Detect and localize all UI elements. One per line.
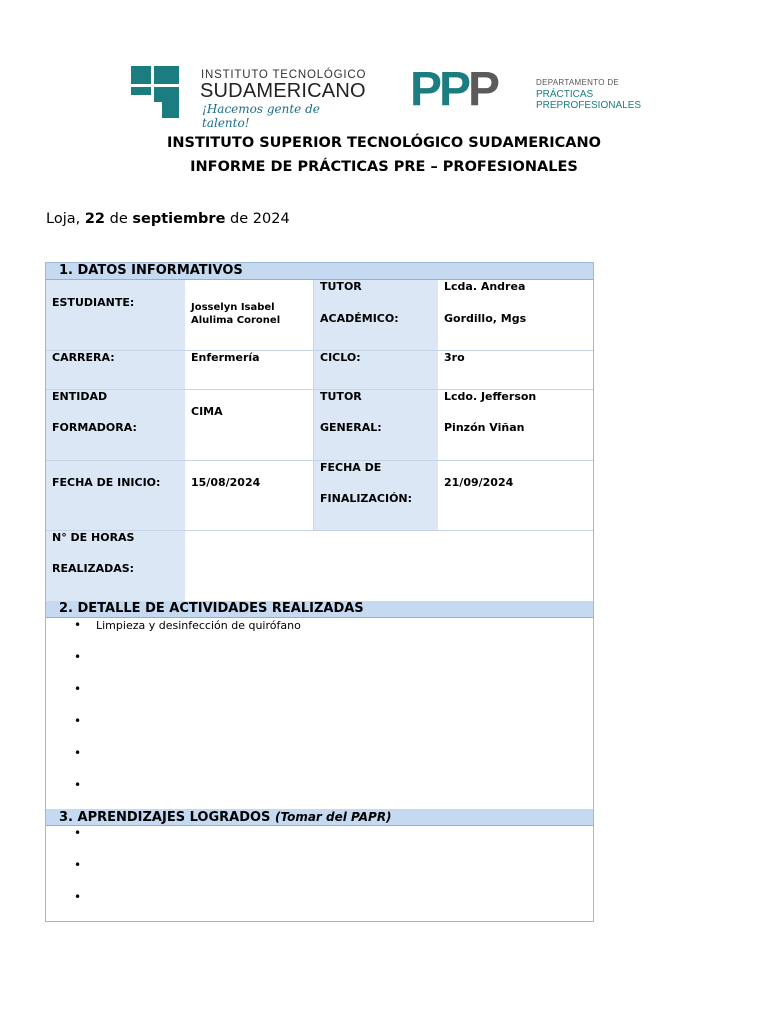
horas-value-cell — [185, 531, 593, 601]
fecha-fin-label-cell — [313, 461, 438, 530]
section3-heading-note: (Tomar del PAPR) — [274, 810, 392, 824]
report-form — [45, 262, 594, 922]
date-line — [46, 211, 290, 227]
learning-item-1 — [74, 826, 96, 840]
activity-item-5 — [74, 746, 96, 760]
horas-label-cell — [46, 531, 185, 601]
tutor-academico-value-line1: Lcda. Andrea — [444, 280, 526, 293]
bullet-icon: • — [74, 714, 82, 728]
row-entidad — [46, 390, 593, 461]
document-title: INSTITUTO SUPERIOR TECNOLÓGICO SUDAMERICANO — [167, 135, 601, 151]
ciclo-value: 3ro — [444, 351, 465, 364]
activity-item-1 — [74, 618, 301, 632]
tutor-academico-label2: ACADÉMICO: — [320, 312, 399, 325]
document-subtitle: INFORME DE PRÁCTICAS PRE – PROFESIONALES — [190, 159, 578, 175]
entidad-label1: ENTIDAD — [52, 390, 108, 403]
tutor-academico-value-line2: Gordillo, Mgs — [444, 312, 527, 325]
logo-left-tagline: ¡Hacemos gente de talento! — [202, 102, 320, 130]
ciclo-label-cell — [313, 351, 438, 389]
carrera-value-cell — [185, 351, 313, 389]
estudiante-value-cell — [185, 280, 313, 350]
estudiante-label-cell — [46, 280, 185, 350]
date-day: 22 — [84, 211, 106, 227]
activity-item-3 — [74, 682, 96, 696]
fecha-fin-value-cell — [438, 461, 593, 530]
entidad-value: CIMA — [191, 405, 223, 418]
bullet-icon: • — [74, 826, 82, 840]
entidad-label-cell — [46, 390, 185, 460]
logo-left-line1: INSTITUTO TECNOLÓGICO — [201, 69, 367, 81]
tutor-general-label-cell — [313, 390, 438, 460]
learning-item-2 — [74, 858, 96, 872]
carrera-label-cell — [46, 351, 185, 389]
activity-text-1: Limpieza y desinfección de quirófano — [96, 619, 301, 632]
tutor-general-value-line1: Lcdo. Jefferson — [444, 390, 537, 403]
ciclo-value-cell — [438, 351, 593, 389]
tutor-academico-value-cell — [438, 280, 593, 350]
activity-item-6 — [74, 778, 96, 792]
institute-logo — [131, 66, 371, 130]
fecha-inicio-value-cell — [185, 461, 313, 530]
section3-heading-text: 3. APRENDIZAJES LOGRADOS — [59, 810, 271, 825]
bullet-icon: • — [74, 858, 82, 872]
bullet-icon: • — [74, 890, 82, 904]
ciclo-label: CICLO: — [320, 351, 361, 364]
tutor-general-value-line2: Pinzón Viñan — [444, 421, 525, 434]
fecha-fin-value: 21/09/2024 — [444, 476, 514, 489]
institute-logo-icon — [131, 66, 179, 118]
ppp-logo — [410, 63, 650, 116]
date-city: Loja, — [46, 211, 81, 227]
date-month: septiembre — [132, 211, 226, 227]
ppp-acronym: PPP — [410, 63, 498, 116]
fecha-inicio-label: FECHA DE INICIO: — [52, 476, 161, 489]
entidad-label2: FORMADORA: — [52, 421, 137, 434]
tutor-general-label1: TUTOR — [320, 390, 362, 403]
section3-heading — [46, 809, 593, 826]
bullet-icon: • — [74, 650, 82, 664]
section2-heading: 2. DETALLE DE ACTIVIDADES REALIZADAS — [46, 601, 593, 618]
section1-heading: 1. DATOS INFORMATIVOS — [46, 263, 593, 280]
fecha-fin-label2: FINALIZACIÓN: — [320, 492, 413, 505]
carrera-value: Enfermería — [191, 351, 260, 364]
horas-label2: REALIZADAS: — [52, 562, 135, 575]
fecha-inicio-value: 15/08/2024 — [191, 476, 261, 489]
date-year: de 2024 — [230, 211, 290, 227]
bullet-icon: • — [74, 682, 82, 696]
tutor-academico-label-cell — [313, 280, 438, 350]
learning-item-3 — [74, 890, 96, 904]
ppp-acronym-third-letter: P — [468, 63, 498, 116]
estudiante-value-line2: Alulima Coronel — [191, 315, 281, 326]
logo-right-line1: DEPARTAMENTO DE — [536, 78, 620, 87]
horas-label1: N° DE HORAS — [52, 531, 135, 544]
tutor-general-label2: GENERAL: — [320, 421, 382, 434]
entidad-value-cell — [185, 390, 313, 460]
tutor-general-value-cell — [438, 390, 593, 460]
row-fechas — [46, 461, 593, 531]
logo-right-line3: PREPROFESIONALES — [536, 100, 642, 111]
carrera-label: CARRERA: — [52, 351, 115, 364]
row-estudiante — [46, 280, 593, 351]
logo-right-line2: PRÁCTICAS — [536, 89, 594, 100]
estudiante-label: ESTUDIANTE: — [52, 296, 135, 309]
bullet-icon: • — [74, 778, 82, 792]
bullet-icon: • — [74, 746, 82, 760]
date-de: de — [109, 211, 128, 227]
row-carrera — [46, 351, 593, 390]
fecha-fin-label1: FECHA DE — [320, 461, 382, 474]
bullet-icon: • — [74, 618, 82, 632]
row-horas — [46, 531, 593, 601]
estudiante-value-line1: Josselyn Isabel — [191, 302, 275, 313]
tutor-academico-label1: TUTOR — [320, 280, 362, 293]
activity-item-4 — [74, 714, 96, 728]
logo-left-line2: SUDAMERICANO — [200, 80, 366, 102]
fecha-inicio-label-cell — [46, 461, 185, 530]
activity-item-2 — [74, 650, 96, 664]
